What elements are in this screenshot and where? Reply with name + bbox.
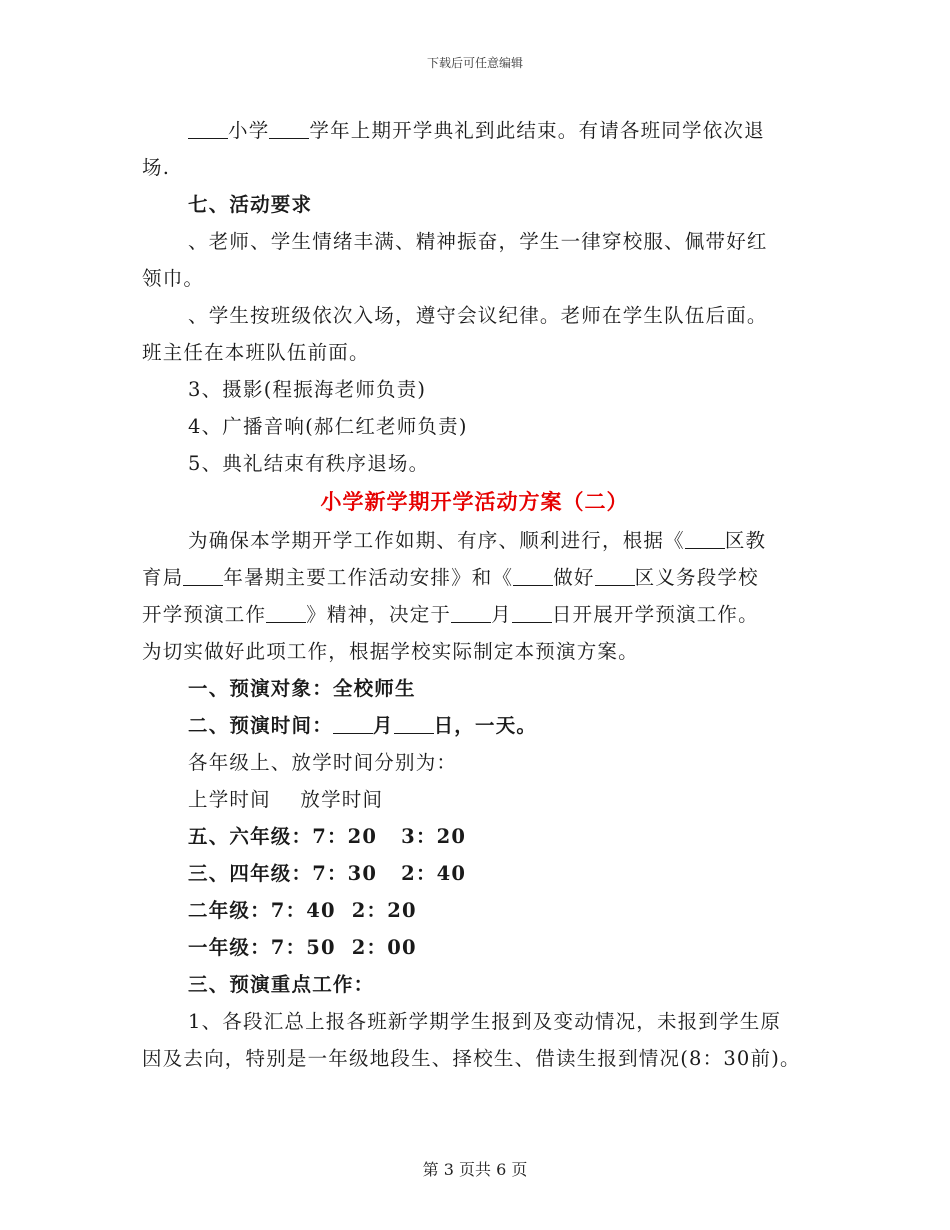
paragraph-line: 三、四年级：7：30 2：40 [188, 862, 467, 885]
page-footer-number: 第 3 页共 6 页 [422, 1160, 528, 1179]
fill-in-blank [685, 526, 725, 549]
paragraph-line: 上学时间 放学时间 [188, 788, 384, 811]
fill-in-blank [333, 711, 373, 734]
paragraph-line: 育局 年暑期主要工作活动安排》和《 做好 区义务段学校 [142, 559, 807, 596]
paragraph-line: 1、各段汇总上报各班新学期学生报到及变动情况，未报到学生原 [188, 1010, 782, 1033]
paragraph-line: 因及去向，特别是一年级地段生、择校生、借读生报到情况(8：30前)。 [142, 1047, 801, 1070]
paragraph-line: 为切实做好此项工作，根据学校实际制定本预演方案。 [142, 640, 639, 663]
paragraph-line: 开学预演工作 》精神，决定于 月 日开展开学预演工作。 [142, 596, 807, 633]
fill-in-blank [266, 600, 306, 623]
paragraph-line: 3、摄影(程振海老师负责) [188, 378, 427, 401]
paragraph-line: 五、六年级：7：20 3：20 [188, 825, 467, 848]
paragraph-line: 一年级：7：50 2：00 [188, 936, 417, 959]
paragraph-line: 各年级上、放学时间分别为： [188, 751, 458, 774]
fill-in-blank [595, 563, 635, 586]
fill-in-blank [451, 600, 491, 623]
fill-in-blank [512, 600, 552, 623]
paragraph-line: 、老师、学生情绪丰满、精神振奋，学生一律穿校服、佩带好红 [188, 230, 768, 253]
paragraph-line: 5、典礼结束有秩序退场。 [188, 452, 430, 475]
paragraph-line: 4、广播音响(郝仁红老师负责) [188, 415, 468, 438]
fill-in-blank [188, 116, 228, 139]
paragraph-line: 为确保本学期开学工作如期、有序、顺利进行，根据《 区教 [142, 522, 807, 559]
fill-in-blank [269, 116, 309, 139]
paragraph-line: 小学 学年上期开学典礼到此结束。有请各班同学依次退 [142, 112, 807, 149]
document-body [142, 112, 807, 1077]
paragraph-line: 七、活动要求 [188, 193, 313, 216]
fill-in-blank [183, 563, 223, 586]
paragraph-line: 二、预演时间： 月 日，一天。 [142, 707, 807, 744]
paragraph-line: 、学生按班级依次入场，遵守会议纪律。老师在学生队伍后面。 [188, 304, 768, 327]
paragraph-line: 场. [142, 156, 171, 179]
fill-in-blank [513, 563, 553, 586]
paragraph-line: 一、预演对象：全校师生 [188, 677, 416, 700]
fill-in-blank [394, 711, 434, 734]
paragraph-line: 二年级：7：40 2：20 [188, 899, 417, 922]
page-header-note: 下载后可任意编辑 [426, 56, 523, 70]
section-title: 小学新学期开学活动方案（二） [320, 490, 629, 514]
paragraph-line: 班主任在本班队伍前面。 [142, 341, 370, 364]
paragraph-line: 三、预演重点工作： [188, 973, 375, 996]
paragraph-line: 领巾。 [142, 267, 205, 290]
